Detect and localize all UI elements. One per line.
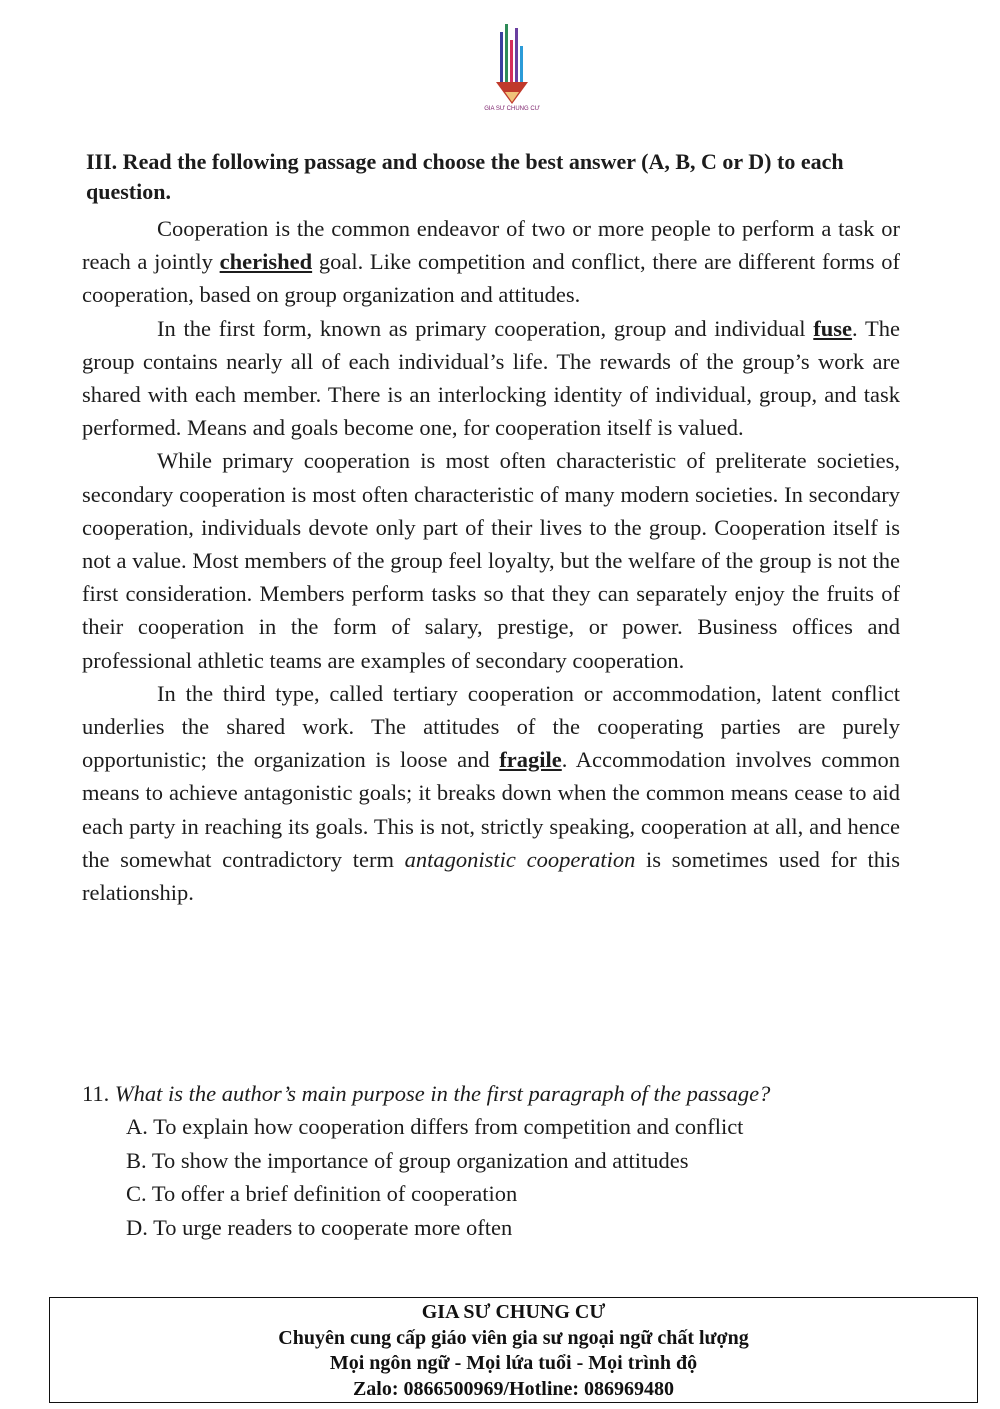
option-a[interactable]: A. To explain how cooperation differs from competition and conflict [126, 1114, 744, 1139]
logo-icon [472, 18, 552, 118]
underlined-word-fragile: fragile [499, 747, 562, 773]
answer-options [126, 1110, 926, 1244]
italic-term: antagonistic cooperation [404, 846, 636, 872]
footer-contact: Zalo: 0866500969/Hotline: 086969480 [352, 1377, 675, 1400]
option-c[interactable]: C. To offer a brief definition of cooperation [126, 1181, 518, 1206]
section-heading: III. Read the following passage and choose the best answer (A, B, C or D) to each question. [86, 149, 844, 204]
paragraph-1: Cooperation is the common endeavor of two or more people to perform a task or reach a jointly cherished goal. Like competition and conflict, there are different forms of cooperation, based on group organization and attitudes. [82, 216, 900, 308]
footer-tagline: Chuyên cung cấp giáo viên gia sư ngoại ngữ chất lượng [278, 1326, 749, 1349]
question-11 [82, 1077, 922, 1110]
underlined-word-fuse: fuse [813, 315, 853, 341]
footer-slogan: Mọi ngôn ngữ - Mọi lứa tuổi - Mọi trình độ [329, 1352, 698, 1374]
question-text: What is the author’s main purpose in the first paragraph of the passage? [114, 1081, 771, 1106]
paragraph-3: While primary cooperation is most often characteristic of preliterate societies, secondary cooperation is most often characteristic of many modern societies. In secondary cooperation, individuals devote only part of their lives to the group. Cooperation itself is not a value. Most members of the group feel loyalty, but the welfare of the group is not the first consideration. Members perform tasks so that they can separately enjoy the fruits of their cooperation in the form of salary, prestige, or power. Business offices and professional athletic teams are examples of secondary cooperation. [82, 448, 900, 673]
underlined-word-cherished: cherished [219, 249, 313, 275]
option-b[interactable]: B. To show the importance of group organization and attitudes [126, 1147, 689, 1173]
paragraph-4: In the third type, called tertiary cooperation or accommodation, latent conflict underlies the shared work. The attitudes of the cooperating parties are purely opportunistic; the organization is loose and fragile. Accommodation involves common means to achieve antagonistic goals; it breaks down when the common means cease to aid each party in reaching its goals. This is not, strictly speaking, cooperation at all, and hence the somewhat contradictory term antagonistic cooperation is sometimes used for this relationship. [82, 680, 900, 906]
question-number: 11. [82, 1081, 110, 1106]
passage [82, 212, 900, 909]
footer-title: GIA SƯ CHUNG CƯ [421, 1301, 606, 1323]
logo-caption: GIA SƯ CHUNG CƯ [484, 106, 540, 112]
option-d[interactable]: D. To urge readers to cooperate more often [126, 1214, 513, 1240]
paragraph-2: In the first form, known as primary cooperation, group and individual fuse. The group contains nearly all of each individual’s life. The rewards of the group’s work are shared with each member. There is an interlocking identity of individual, group, and task performed. Means and goals become one, for cooperation itself is valued. [82, 315, 900, 441]
footer-box [49, 1297, 978, 1403]
